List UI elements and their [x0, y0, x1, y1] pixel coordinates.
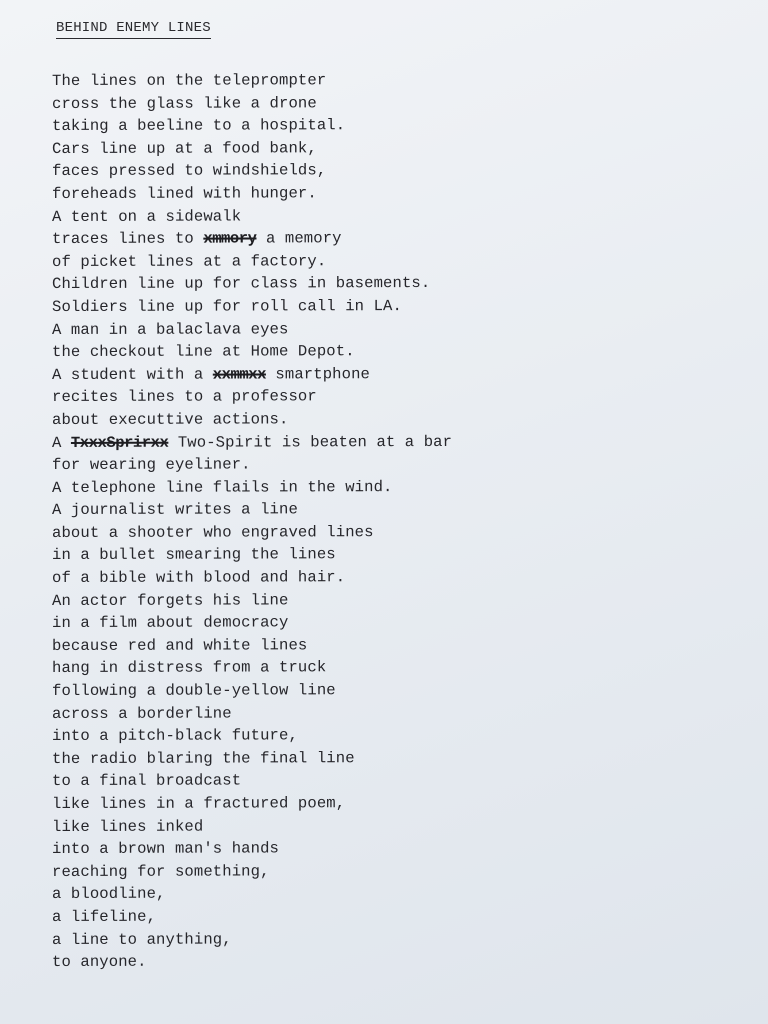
poem-line: faces pressed to windshields, [51, 161, 327, 181]
poem-line: hang in distress from a truck [51, 658, 327, 678]
poem-line: to a final broadcast [51, 771, 242, 791]
poem-line: Children line up for class in basements. [51, 274, 431, 294]
poem-line: about a shooter who engraved lines [51, 523, 374, 542]
poem-line: the checkout line at Home Depot. [51, 342, 355, 362]
poem-line: in a bullet smearing the lines [51, 545, 336, 565]
poem-line: like lines inked [51, 817, 204, 836]
poem-line: of picket lines at a factory. [51, 252, 327, 271]
poem-line: cross the glass like a drone [51, 93, 317, 113]
poem-line: a bloodline, [51, 885, 166, 904]
poem-line: Soldiers line up for roll call in LA. [51, 297, 402, 316]
poem-line: An actor forgets his line [51, 591, 289, 610]
poem-line: the radio blaring the final line [51, 749, 355, 768]
line-text-before: A student with a [51, 365, 213, 384]
poem-line: because red and white lines [51, 636, 308, 655]
struck-out-word: TxxxSprirxx [70, 433, 169, 452]
poem-line: reaching for something, [51, 862, 270, 881]
poem-line: A tent on a sidewalk [51, 207, 242, 226]
poem-line: for wearing eyeliner. [51, 455, 251, 475]
poem-line: The lines on the teleprompter [51, 71, 327, 90]
poem-line: like lines in a fractured poem, [51, 794, 346, 813]
poem-line: A telephone line flails in the wind. [51, 477, 393, 497]
poem-line [52, 362, 732, 386]
poem-body [52, 70, 732, 974]
poem-line: of a bible with blood and hair. [51, 568, 346, 588]
poem-line: recites lines to a professor [51, 387, 317, 407]
poem-line: across a borderline [51, 704, 232, 723]
poem-line: to anyone. [51, 952, 147, 972]
poem-line: in a film about democracy [51, 613, 289, 633]
poem-line: taking a beeline to a hospital. [51, 116, 346, 136]
poem-line [52, 226, 732, 250]
line-text-after: smartphone [265, 364, 371, 384]
poem-line [52, 430, 732, 454]
poem-title: BEHIND ENEMY LINES [56, 20, 211, 39]
poem-line: a line to anything, [51, 930, 232, 949]
poem-line: A man in a balaclava eyes [51, 319, 289, 339]
struck-out-word: xxmmxx [212, 365, 266, 384]
poem-line: A journalist writes a line [51, 500, 298, 520]
poem-line: about executtive actions. [51, 410, 289, 429]
line-text-before: traces lines to [51, 229, 204, 249]
poem-line: Cars line up at a food bank, [51, 139, 317, 158]
poem-line: following a double-yellow line [51, 681, 336, 701]
line-text-after: Two-Spirit is beaten at a bar [168, 432, 453, 452]
poem-line: into a pitch-black future, [51, 726, 298, 746]
line-text-before: A [51, 433, 71, 452]
line-text-after: a memory [256, 229, 342, 248]
poem-line: into a brown man's hands [51, 839, 280, 859]
struck-out-word: xmmory [203, 229, 257, 248]
poem-line: foreheads lined with hunger. [51, 184, 317, 203]
poem-line: a lifeline, [51, 907, 157, 926]
